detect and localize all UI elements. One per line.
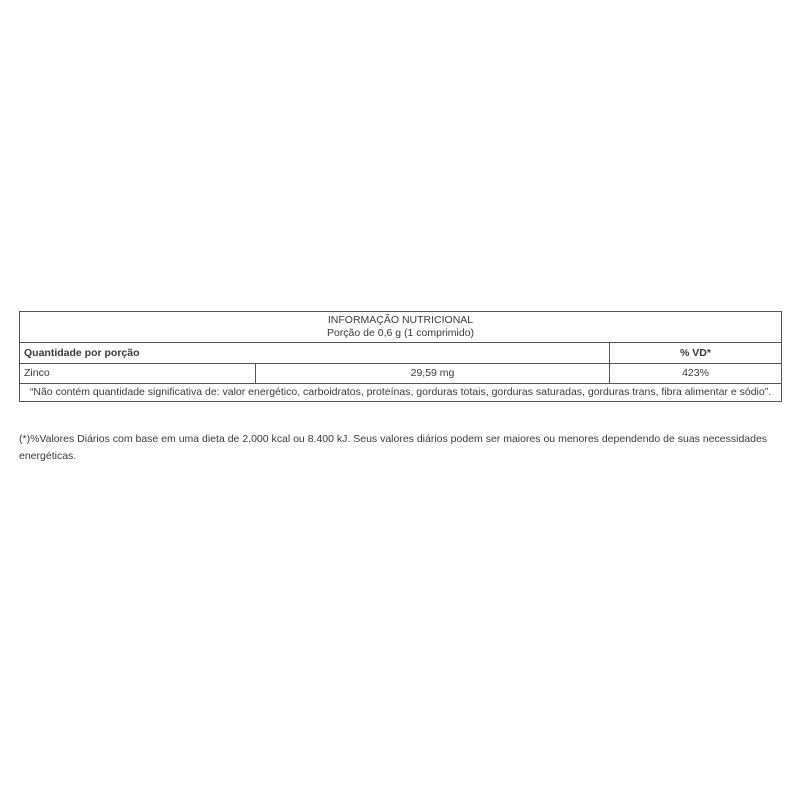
- vd-header: % VD*: [610, 343, 782, 364]
- nutrition-facts-table: [19, 311, 782, 402]
- table-note: “Não contém quantidade significativa de: valor energético, carboidratos, proteínas, gorduras totais, gorduras saturadas, gorduras trans, fibra alimentar e sódio”.: [20, 384, 782, 402]
- table-title-cell: [20, 312, 782, 343]
- quantity-header: Quantidade por porção: [20, 343, 610, 364]
- table-title-row: [20, 312, 782, 343]
- nutrient-name: Zinco: [20, 364, 256, 384]
- table-title: INFORMAÇÃO NUTRICIONAL: [327, 314, 474, 326]
- table-header-row: [20, 343, 782, 364]
- table-row: [20, 364, 782, 384]
- serving-size: Porção de 0,6 g (1 comprimido): [326, 327, 475, 339]
- table-note-row: [20, 384, 782, 402]
- nutrient-vd: 423%: [610, 364, 782, 384]
- nutrient-amount: 29,59 mg: [256, 364, 610, 384]
- daily-values-footnote: (*)%Valores Diários com base em uma dieta de 2.000 kcal ou 8.400 kJ. Seus valores diários podem ser maiores ou menores dependendo de suas necessidades energéticas.: [19, 433, 768, 462]
